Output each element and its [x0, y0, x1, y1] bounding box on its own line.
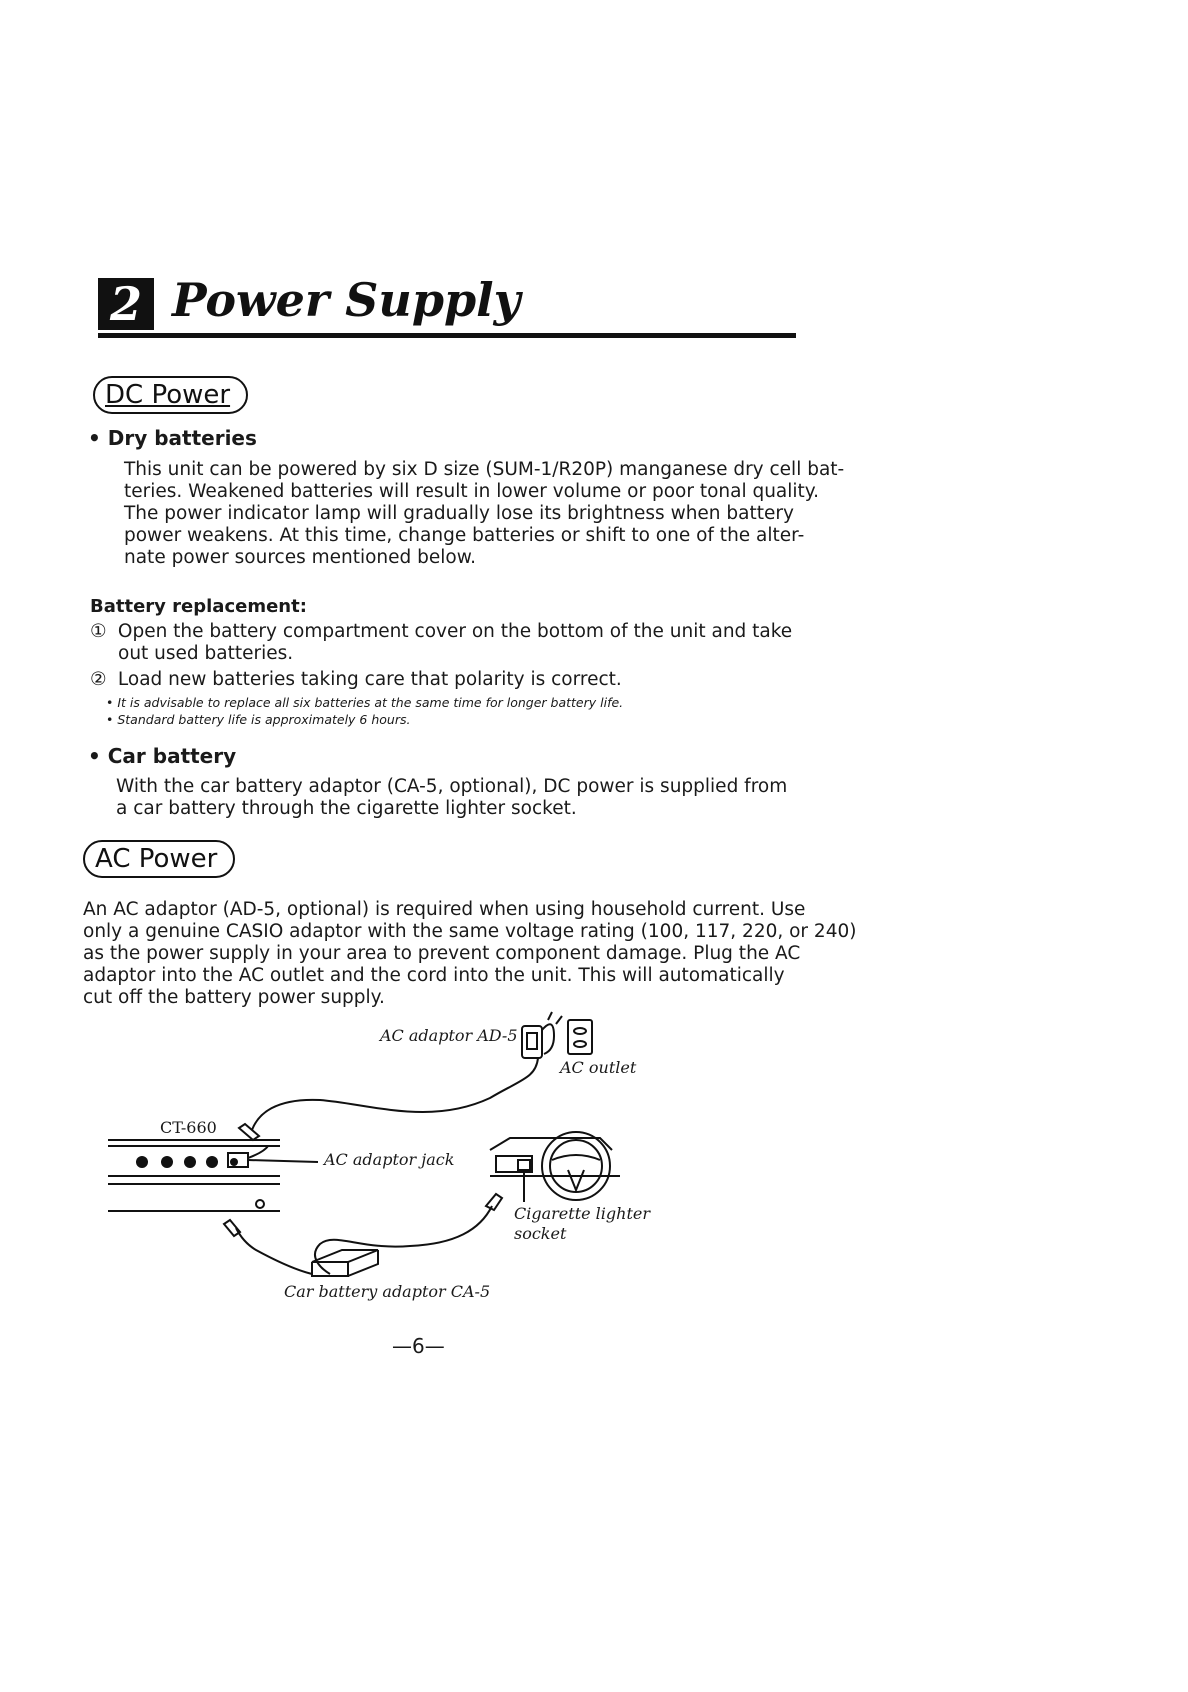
dry-batteries-heading: • Dry batteries	[88, 426, 257, 450]
note-line: • Standard battery life is approximately 6 hours.	[106, 712, 411, 727]
dry-batteries-title: Dry batteries	[107, 426, 257, 450]
dc-power-label: DC Power	[93, 376, 248, 414]
page-number: —6—	[392, 1334, 445, 1358]
cigarette-lighter-label	[514, 1204, 650, 1244]
ac-adaptor-cord	[252, 1058, 538, 1130]
page-title: Power Supply	[172, 273, 521, 327]
step-1-marker: ①	[90, 621, 107, 642]
label-line: socket	[514, 1224, 567, 1243]
text-line: Load new batteries taking care that polarity is correct.	[117, 669, 622, 690]
step-2-marker: ②	[90, 669, 107, 690]
car-battery-title: Car battery	[107, 744, 237, 768]
lead-plug-tip-icon	[224, 1220, 240, 1236]
jack-pointer-line	[248, 1160, 318, 1162]
text-line: An AC adaptor (AD-5, optional) is required when using household current. Use	[83, 899, 806, 920]
ac-adaptor-label: AC adaptor AD-5	[380, 1026, 518, 1045]
car-adaptor-lead	[236, 1228, 312, 1274]
keyboard-knobs-icon	[136, 1156, 238, 1168]
car-battery-adaptor-label: Car battery adaptor CA-5	[284, 1282, 491, 1301]
text-line: Open the battery compartment cover on the bottom of the unit and take	[117, 621, 793, 642]
battery-replacement-heading: Battery replacement:	[90, 596, 307, 617]
car-adaptor-cord	[315, 1206, 492, 1274]
adaptor-plug-tip-icon	[239, 1124, 259, 1140]
label-line: Cigarette lighter	[514, 1204, 650, 1223]
text-line: nate power sources mentioned below.	[124, 547, 477, 568]
lighter-plug-icon	[486, 1194, 502, 1210]
text-line: teries. Weakened batteries will result in lower volume or poor tonal quality.	[124, 481, 819, 502]
car-battery-heading: • Car battery	[88, 744, 237, 768]
text-line: The power indicator lamp will gradually lose its brightness when battery	[124, 503, 794, 524]
ac-power-label: AC Power	[83, 840, 235, 878]
ac-outlet-icon	[568, 1020, 592, 1054]
text-line: as the power supply in your area to prevent component damage. Plug the AC	[83, 943, 801, 964]
text-line: With the car battery adaptor (CA-5, optional), DC power is supplied from	[116, 776, 788, 797]
text-line: a car battery through the cigarette lighter socket.	[116, 798, 577, 819]
ac-adaptor-jack-label: AC adaptor jack	[324, 1150, 455, 1169]
text-line: cut off the battery power supply.	[83, 987, 385, 1008]
text-line: adaptor into the AC outlet and the cord into the unit. This will automatically	[83, 965, 785, 986]
text-line: only a genuine CASIO adaptor with the same voltage rating (100, 117, 220, or 240)	[83, 921, 857, 942]
section-number: 2	[98, 278, 154, 330]
model-label: CT-660	[160, 1118, 217, 1137]
text-line: This unit can be powered by six D size (SUM-1/R20P) manganese dry cell bat-	[124, 459, 845, 480]
car-battery-adaptor-box-icon	[312, 1250, 378, 1276]
ac-outlet-label: AC outlet	[560, 1058, 637, 1077]
steering-wheel-icon	[490, 1132, 620, 1200]
keyboard-panel-icon	[108, 1140, 280, 1211]
ac-adaptor-plug-icon	[522, 1012, 562, 1058]
text-line: power weakens. At this time, change batteries or shift to one of the alter-	[124, 525, 805, 546]
note-line: • It is advisable to replace all six batteries at the same time for longer battery life.	[106, 695, 624, 710]
text-line: out used batteries.	[118, 643, 294, 664]
